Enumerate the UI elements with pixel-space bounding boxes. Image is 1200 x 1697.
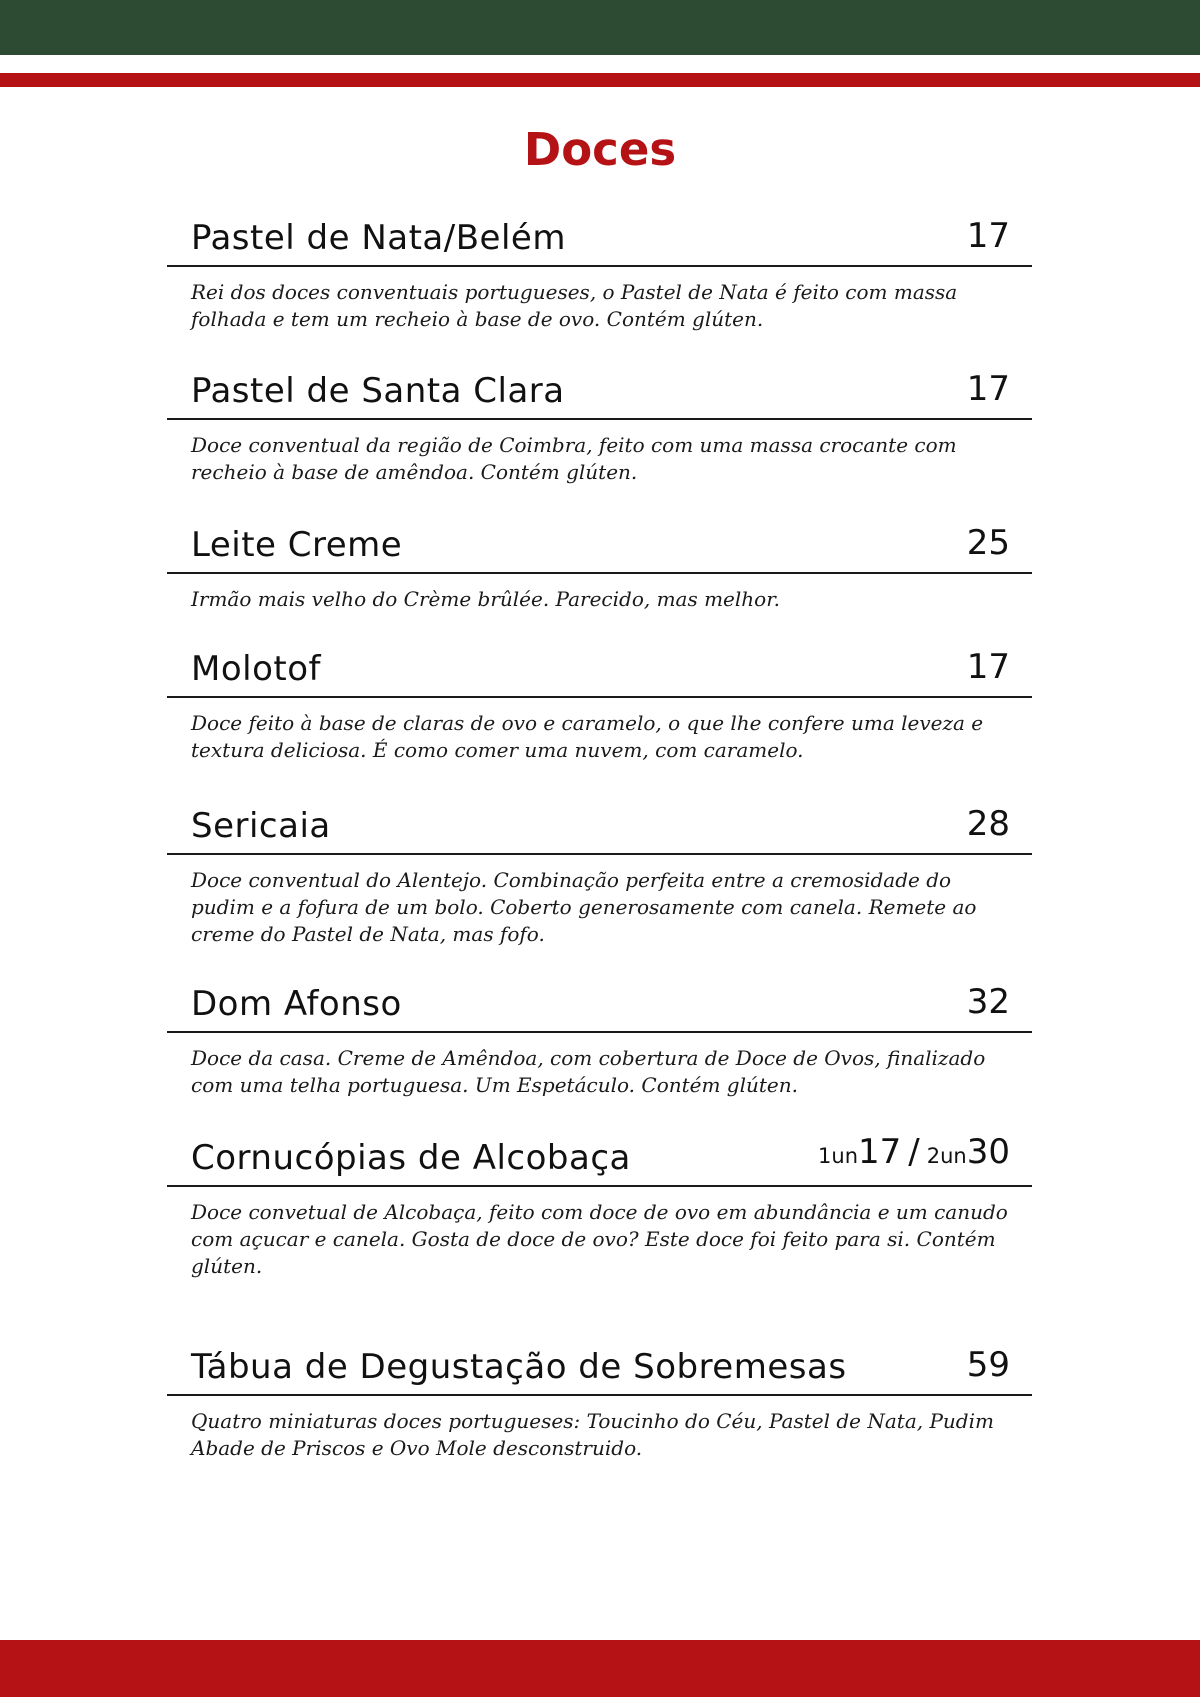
item-description: Doce conventual da região de Coimbra, feito com uma massa crocante com recheio à base de amêndoa. Contém glúten. bbox=[191, 433, 957, 484]
item-price: 59 bbox=[966, 1345, 1010, 1385]
item-price: 17 bbox=[966, 647, 1010, 687]
item-price: 17 bbox=[966, 369, 1010, 409]
item-header bbox=[167, 522, 1032, 574]
menu-item-cornucopias-de-alcobaca bbox=[167, 1132, 1032, 1280]
top-green-band bbox=[0, 0, 1200, 55]
price-unit-label-1: 1un bbox=[818, 1144, 859, 1168]
item-header bbox=[167, 803, 1032, 855]
item-price: 25 bbox=[966, 523, 1010, 563]
menu-item-sericaia bbox=[167, 803, 1032, 948]
item-name: Tábua de Degustação de Sobremesas bbox=[191, 1347, 847, 1387]
item-name: Sericaia bbox=[191, 806, 331, 846]
item-description: Rei dos doces conventuais portugueses, o Pastel de Nata é feito com massa folhada e tem um recheio à base de ovo. Contém glúten. bbox=[191, 280, 958, 331]
item-price-group bbox=[818, 1132, 1010, 1176]
item-name: Leite Creme bbox=[191, 525, 403, 565]
menu-item-molotof bbox=[167, 646, 1032, 764]
item-name: Pastel de Santa Clara bbox=[191, 371, 565, 411]
price-unit-label-2: 2un bbox=[926, 1144, 967, 1168]
item-name: Dom Afonso bbox=[191, 984, 402, 1024]
page-title: Doces bbox=[523, 123, 677, 176]
item-header bbox=[167, 1344, 1032, 1396]
menu-item-tabua-de-degustacao bbox=[167, 1344, 1032, 1462]
price-separator: / bbox=[908, 1132, 920, 1172]
item-price: 32 bbox=[966, 982, 1010, 1022]
item-description: Quatro miniaturas doces portugueses: Toucinho do Céu, Pastel de Nata, Pudim Abade de Priscos e Ovo Mole desconstruido. bbox=[191, 1409, 994, 1460]
item-price: 17 bbox=[966, 216, 1010, 256]
top-red-stripe bbox=[0, 73, 1200, 87]
item-description: Doce feito à base de claras de ovo e caramelo, o que lhe confere uma leveza e textura deliciosa. É como comer uma nuvem, com caramelo. bbox=[191, 711, 984, 762]
item-name: Cornucópias de Alcobaça bbox=[191, 1138, 631, 1178]
item-description: Doce conventual do Alentejo. Combinação perfeita entre a cremosidade do pudim e a fofura de um bolo. Coberto generosamente com canela. Remete ao creme do Pastel de Nata, mas fofo. bbox=[191, 868, 977, 946]
item-header bbox=[167, 368, 1032, 420]
item-header bbox=[167, 646, 1032, 698]
menu-item-leite-creme bbox=[167, 522, 1032, 613]
bottom-red-band bbox=[0, 1640, 1200, 1697]
menu-item-pastel-de-nata bbox=[167, 215, 1032, 333]
item-description: Irmão mais velho do Crème brûlée. Parecido, mas melhor. bbox=[191, 587, 780, 611]
item-description: Doce da casa. Creme de Amêndoa, com cobertura de Doce de Ovos, finalizado com uma telha portuguesa. Um Espetáculo. Contém glúten. bbox=[191, 1046, 986, 1097]
item-name: Molotof bbox=[191, 649, 321, 689]
item-price: 28 bbox=[966, 804, 1010, 844]
menu-item-pastel-de-santa-clara bbox=[167, 368, 1032, 486]
price-value-1: 17 bbox=[858, 1132, 902, 1172]
item-header bbox=[167, 215, 1032, 267]
item-header bbox=[167, 981, 1032, 1033]
menu-item-dom-afonso bbox=[167, 981, 1032, 1099]
item-description: Doce convetual de Alcobaça, feito com doce de ovo em abundância e um canudo com açucar e canela. Gosta de doce de ovo? Este doce foi feito para si. Contém glúten. bbox=[191, 1200, 1008, 1278]
price-value-2: 30 bbox=[966, 1132, 1010, 1172]
item-name: Pastel de Nata/Belém bbox=[191, 218, 566, 258]
item-header bbox=[167, 1132, 1032, 1187]
